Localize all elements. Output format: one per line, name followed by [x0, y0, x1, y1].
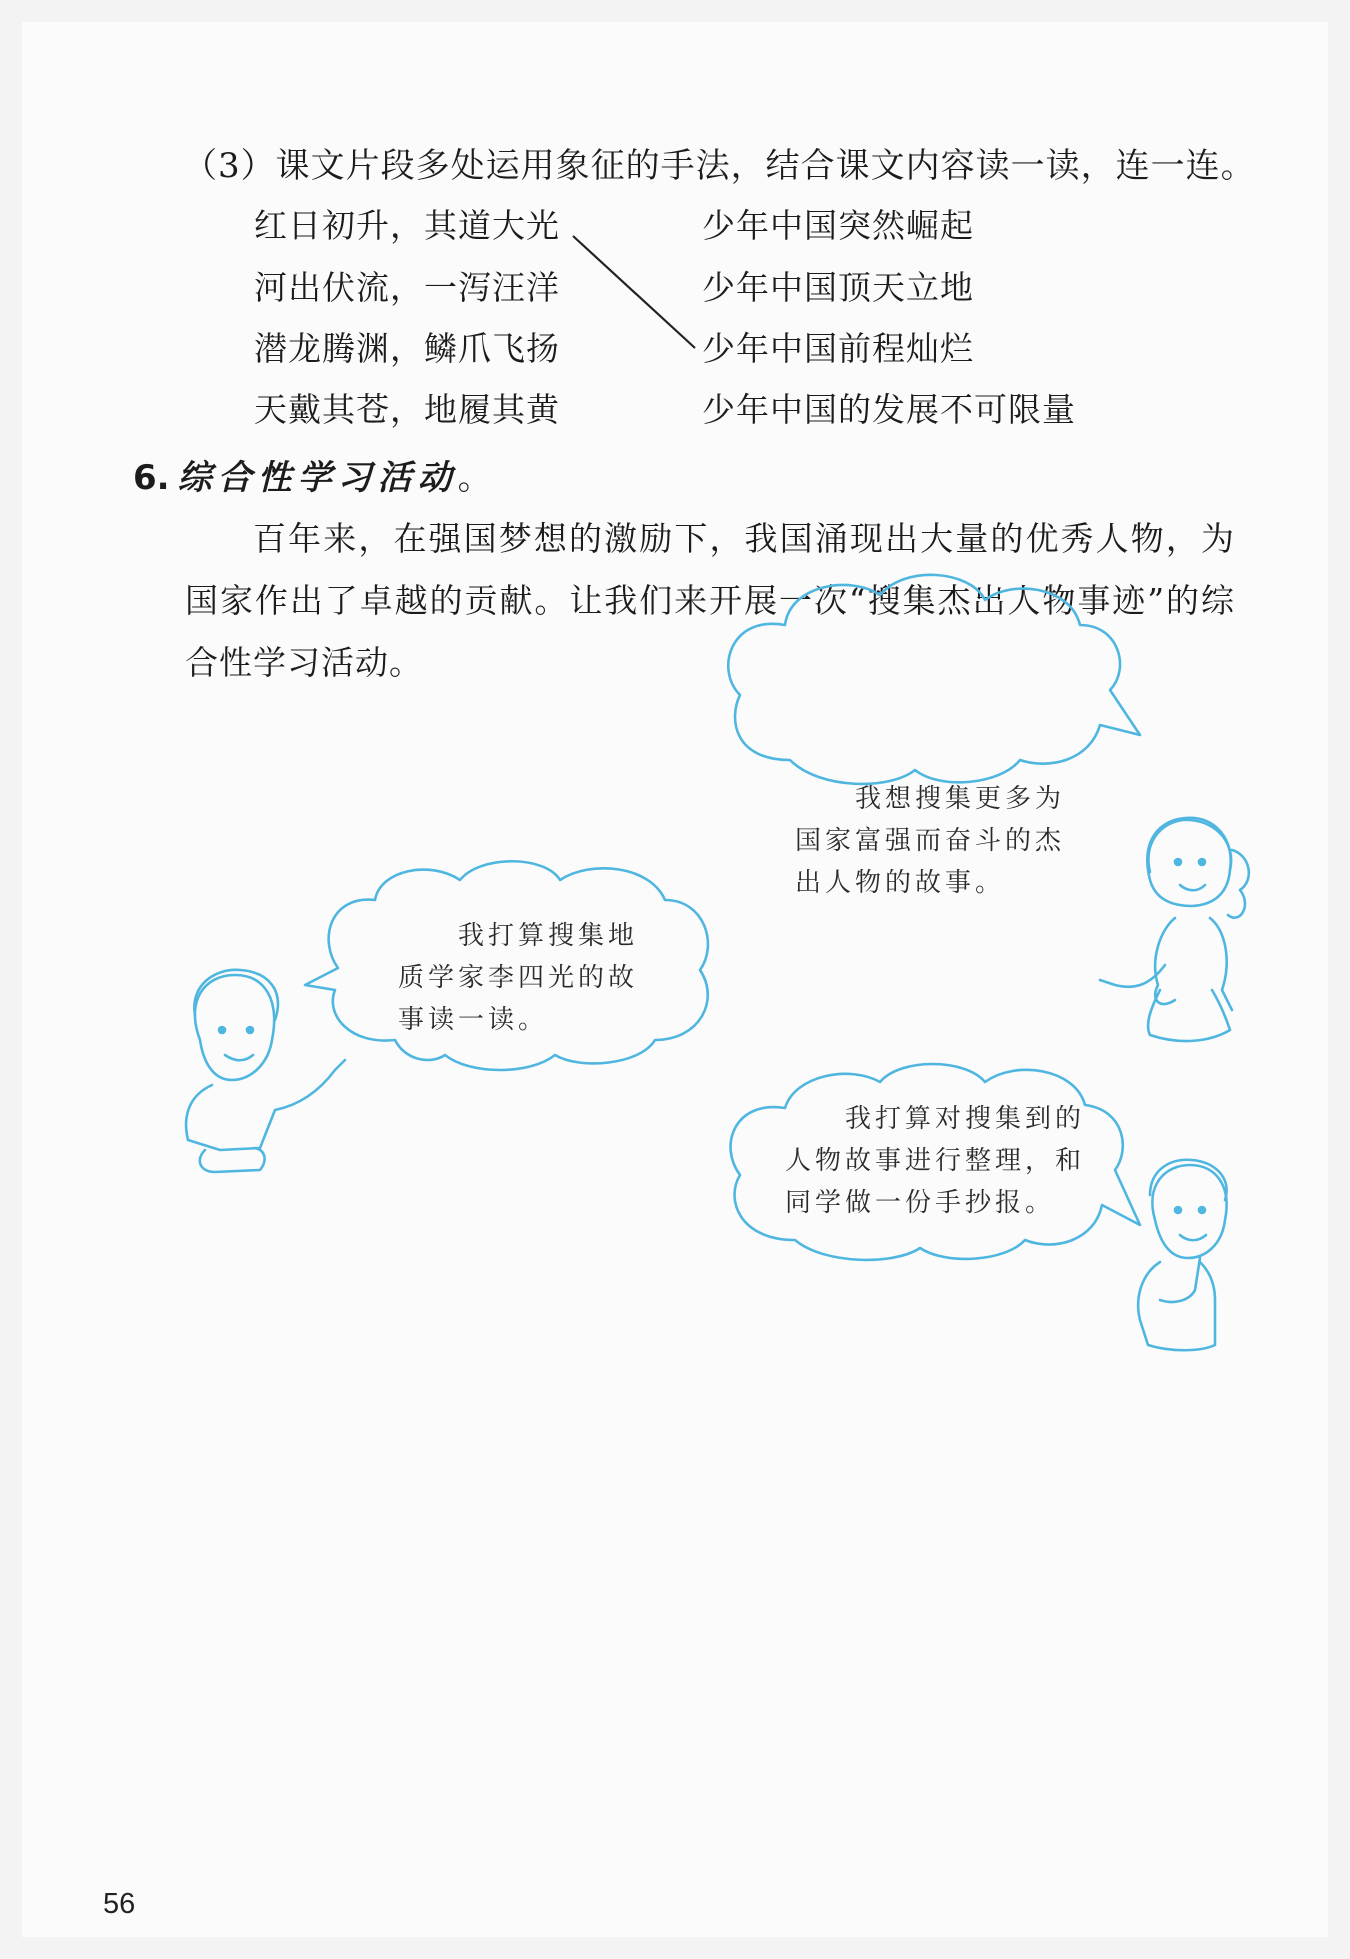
- left-item-2: 河出伏流，一泻汪洋: [254, 268, 560, 307]
- section-number: 6.: [133, 458, 170, 498]
- bubble-text-boy-right: [785, 1098, 1105, 1224]
- bubble-text-boy-left: [398, 915, 688, 1041]
- right-item-3: 少年中国前程灿烂: [702, 329, 974, 368]
- question-3-prompt: （3）课文片段多处运用象征的手法，结合课文内容读一读，连一连。: [183, 146, 1256, 186]
- left-item-1: 红日初升，其道大光: [254, 206, 560, 245]
- bubble-boy-left-line-2: 质学家李四光的故: [398, 963, 639, 993]
- section-title: 综合性学习活动: [177, 458, 458, 498]
- bubble-boy-right-line-3: 同学做一份手抄报。: [785, 1188, 1056, 1218]
- right-item-4: 少年中国的发展不可限量: [702, 390, 1076, 429]
- bubble-boy-right-line-1: 我打算对搜集到的: [845, 1104, 1086, 1134]
- boy-left-illustration: [186, 970, 345, 1172]
- heading-period: 。: [457, 458, 492, 498]
- section-6-paragraph: 百年来，在强国梦想的激励下，我国涌现出大量的优秀人物，为国家作出了卓越的贡献。让我们来开展一次“搜集杰出人物事迹”的综合性学习活动。: [185, 519, 1235, 682]
- bubble-boy-right-line-2: 人物故事进行整理，和: [785, 1146, 1086, 1176]
- bubble-girl-line-1: 我想搜集更多为: [855, 784, 1066, 814]
- bubble-boy-left-line-3: 事读一读。: [398, 1005, 549, 1035]
- boy-right-illustration: [1138, 1160, 1226, 1350]
- girl-illustration: [1100, 818, 1249, 1041]
- bubble-boy-left-line-1: 我打算搜集地: [458, 921, 639, 951]
- bubble-girl-line-2: 国家富强而奋斗的杰: [795, 826, 1066, 856]
- speech-bubble-girl: [728, 575, 1140, 784]
- bubble-girl-line-3: 出人物的故事。: [795, 868, 1006, 898]
- right-item-1: 少年中国突然崛起: [702, 206, 974, 245]
- right-item-2: 少年中国顶天立地: [702, 268, 974, 307]
- left-item-4: 天戴其苍，地履其黄: [254, 390, 560, 429]
- left-item-3: 潜龙腾渊，鳞爪飞扬: [254, 329, 560, 368]
- bubble-text-girl: [795, 778, 1095, 904]
- page-number: 56: [103, 1888, 136, 1920]
